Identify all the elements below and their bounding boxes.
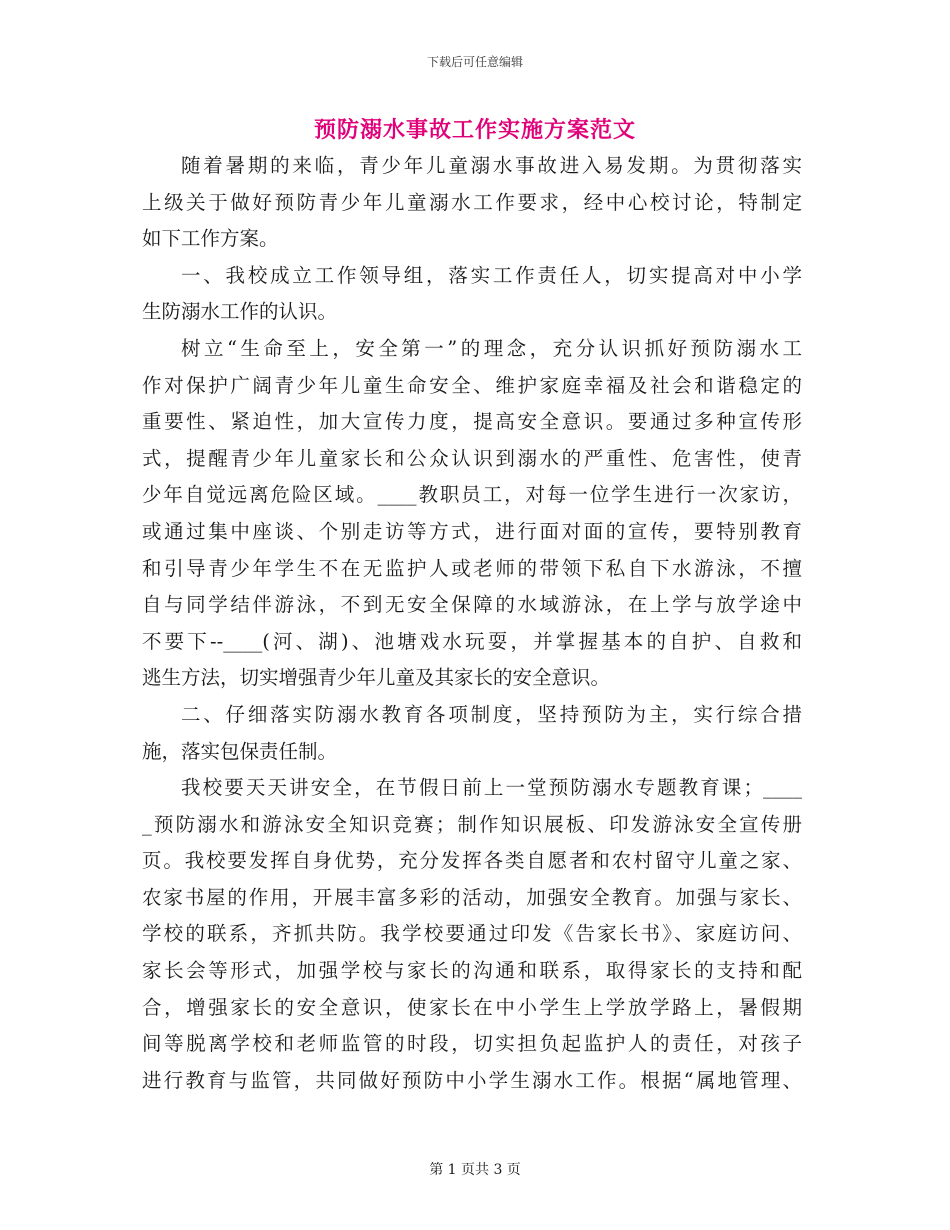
body-line: 间等脱离学校和老师监管的时段，切实担负起监护人的责任，对孩子 — [142, 1032, 802, 1056]
body-line: _预防溺水和游泳安全知识竞赛；制作知识展板、印发游泳安全宣传册 — [142, 812, 802, 836]
body-line: 学校的联系，齐抓共防。我学校要通过印发《告家长书》、家庭访问、 — [142, 922, 802, 946]
body-line: 自与同学结伴游泳，不到无安全保障的水域游泳，在上学与放学途中 — [142, 593, 802, 617]
document-title: 预防溺水事故工作实施方案范文 — [313, 117, 636, 143]
body-line: 树立“生命至上，安全第一”的理念，充分认识抓好预防溺水工 — [181, 336, 802, 360]
section-heading-line: 二、仔细落实防溺水教育各项制度，坚持预防为主，实行综合措 — [181, 702, 802, 726]
body-line: 农家书屋的作用，开展丰富多彩的活动，加强安全教育。加强与家长、 — [142, 885, 802, 909]
body-line: 随着暑期的来临，青少年儿童溺水事故进入易发期。为贯彻落实 — [181, 154, 802, 177]
body-line: 如下工作方案。 — [142, 227, 279, 251]
body-line: 上级关于做好预防青少年儿童溺水工作要求，经中心校讨论，特制定 — [142, 190, 802, 214]
body-line: 作对保护广阔青少年儿童生命安全、维护家庭幸福及社会和谐稳定的 — [142, 373, 802, 397]
body-line: 式，提醒青少年儿童家长和公众认识到溺水的严重性、危害性，使青 — [142, 446, 802, 470]
body-line: 重要性、紧迫性，加大宣传力度，提高安全意识。要通过多种宣传形 — [142, 410, 802, 434]
body-line: 和引导青少年学生不在无监护人或老师的带领下私自下水游泳，不擅 — [142, 556, 802, 580]
body-line: 进行教育与监管，共同做好预防中小学生溺水工作。根据“属地管理、 — [142, 1068, 802, 1092]
section-heading-line: 施，落实包保责任制。 — [142, 739, 338, 763]
body-line: 或通过集中座谈、个别走访等方式，进行面对面的宣传，要特别教育 — [142, 519, 802, 543]
section-heading-line: 一、我校成立工作领导组，落实工作责任人，切实提高对中小学 — [181, 263, 802, 287]
body-line: 我校要天天讲安全，在节假日前上一堂预防溺水专题教育课；____ — [181, 776, 802, 800]
body-line: 少年自觉远离危险区域。____教职员工，对每一位学生进行一次家访， — [142, 483, 802, 507]
page-number: 第 1 页共 3 页 — [429, 1162, 521, 1178]
body-line: 家长会等形式，加强学校与家长的沟通和联系，取得家长的支持和配 — [142, 959, 802, 983]
body-line: 不要下--____(河、湖)、池塘戏水玩耍，并掌握基本的自护、自救和 — [142, 629, 802, 653]
body-line: 页。我校要发挥自身优势，充分发挥各类自愿者和农村留守儿童之家、 — [142, 849, 802, 873]
document-body — [142, 148, 802, 1099]
body-line: 逃生方法，切实增强青少年儿童及其家长的安全意识。 — [142, 666, 611, 690]
section-heading-line: 生防溺水工作的认识。 — [142, 300, 338, 324]
body-line: 合，增强家长的安全意识，使家长在中小学生上学放学路上，暑假期 — [142, 995, 802, 1019]
page-header-note: 下载后可任意编辑 — [426, 55, 523, 69]
